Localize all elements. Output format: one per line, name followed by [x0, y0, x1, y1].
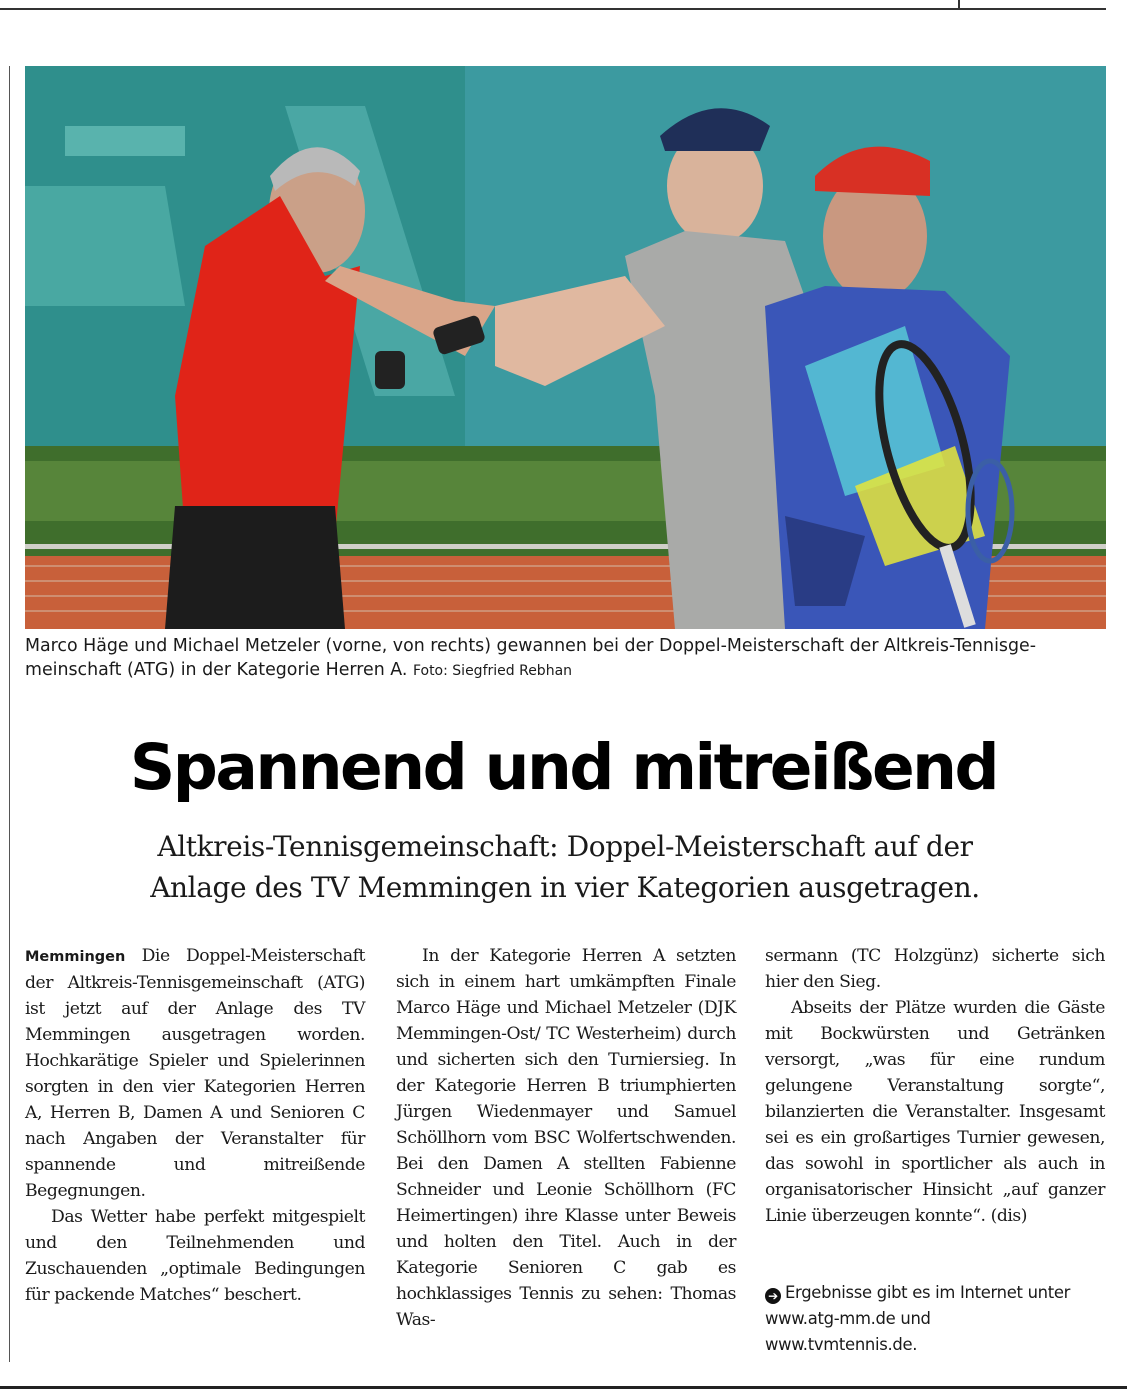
article-photo [25, 66, 1106, 629]
caption-line-2-text: meinschaft (ATG) in der Kategorie Herren A. [25, 660, 408, 680]
paragraph-1 [25, 943, 365, 1204]
subhead-line-1: Altkreis-Tennisgemeinschaft: Doppel-Meisterschaft auf der [157, 830, 973, 863]
photo-caption [25, 634, 1110, 683]
article-column-1 [25, 943, 365, 1308]
article-column-2 [396, 943, 736, 1333]
link-tvmtennis[interactable]: www.tvmtennis.de. [765, 1335, 918, 1354]
info-box [765, 1280, 1110, 1358]
top-tick [958, 0, 960, 10]
article-column-3 [765, 943, 1105, 1229]
subhead-line-2: Anlage des TV Memmingen in vier Kategorien ausgetragen. [150, 871, 980, 904]
bottom-rule [0, 1386, 1127, 1389]
info-line-2 [765, 1306, 1110, 1332]
paragraph-3: In der Kategorie Herren A setzten sich in einem hart umkämpften Finale Marco Häge und Michael Metzeler (DJK Memmingen-Ost/ TC Westerheim) durch und sicherten sich den Turniersieg. In der Kategorie Herren B triumphierten Jürgen Wiedenmayer und Samuel Schöllhorn vom BSC Wolfertschwenden. Bei den Damen A stellten Fabienne Schneider und Leonie Schöllhorn (FC Heimertingen) ihre Klasse unter Beweis und holten den Titel. Auch in der Kategorie Senioren C gab es hochklassiges Tennis zu sehen: Thomas Was- [396, 946, 736, 1330]
info-und: und [900, 1309, 931, 1328]
paragraph-3-continued: sermann (TC Holzgünz) sicherte sich hier den Sieg. [765, 946, 1105, 992]
column-rule [9, 66, 10, 1362]
dateline: Memmingen [25, 949, 126, 965]
caption-line-1: Marco Häge und Michael Metzeler (vorne, von rechts) gewannen bei der Doppel-Meisterschaft der Altkreis-Tennisge- [25, 636, 1036, 656]
headline: Spannend und mitreißend [129, 731, 998, 804]
info-text: Ergebnisse gibt es im Internet unter [785, 1283, 1071, 1302]
top-rule [0, 8, 1106, 10]
paragraph-4: Abseits der Plätze wurden die Gäste mit Bockwürsten und Getränken versorgt, „was für eine rundum gelungene Veranstaltung sorgte“, bilanzierten die Veranstalter. Insgesamt sei es ein großartiges Turnier gewesen, das sowohl in sportlicher als auch in organisatorischer Hinsicht „auf ganzer Linie überzeugen konnte“. (dis) [765, 998, 1105, 1226]
photo-credit: Foto: Siegfried Rebhan [412, 663, 573, 679]
arrow-right-icon: ➔ [765, 1288, 781, 1304]
subheadline [60, 826, 1070, 908]
link-atg[interactable]: www.atg-mm.de [765, 1309, 896, 1328]
paragraph-2: Das Wetter habe perfekt mitgespielt und den Teilnehmenden und Zuschauenden „optimale Bedingungen für packende Matches“ beschert. [25, 1207, 365, 1305]
info-line-1 [765, 1280, 1110, 1306]
tennis-handshake-photo-icon [25, 66, 1106, 629]
caption-line-2 [25, 658, 1110, 683]
info-line-3 [765, 1332, 1110, 1358]
paragraph-1-text: Die Doppel-Meisterschaft der Altkreis-Tennisgemeinschaft (ATG) ist jetzt auf der Anlage des TV Memmingen ausgetragen worden. Hochkarätige Spieler und Spielerinnen sorgten in den vier Kategorien Herren A, Herren B, Damen A und Senioren C nach Angaben der Veranstalter für spannende und mitreißende Begegnungen. [25, 946, 365, 1201]
